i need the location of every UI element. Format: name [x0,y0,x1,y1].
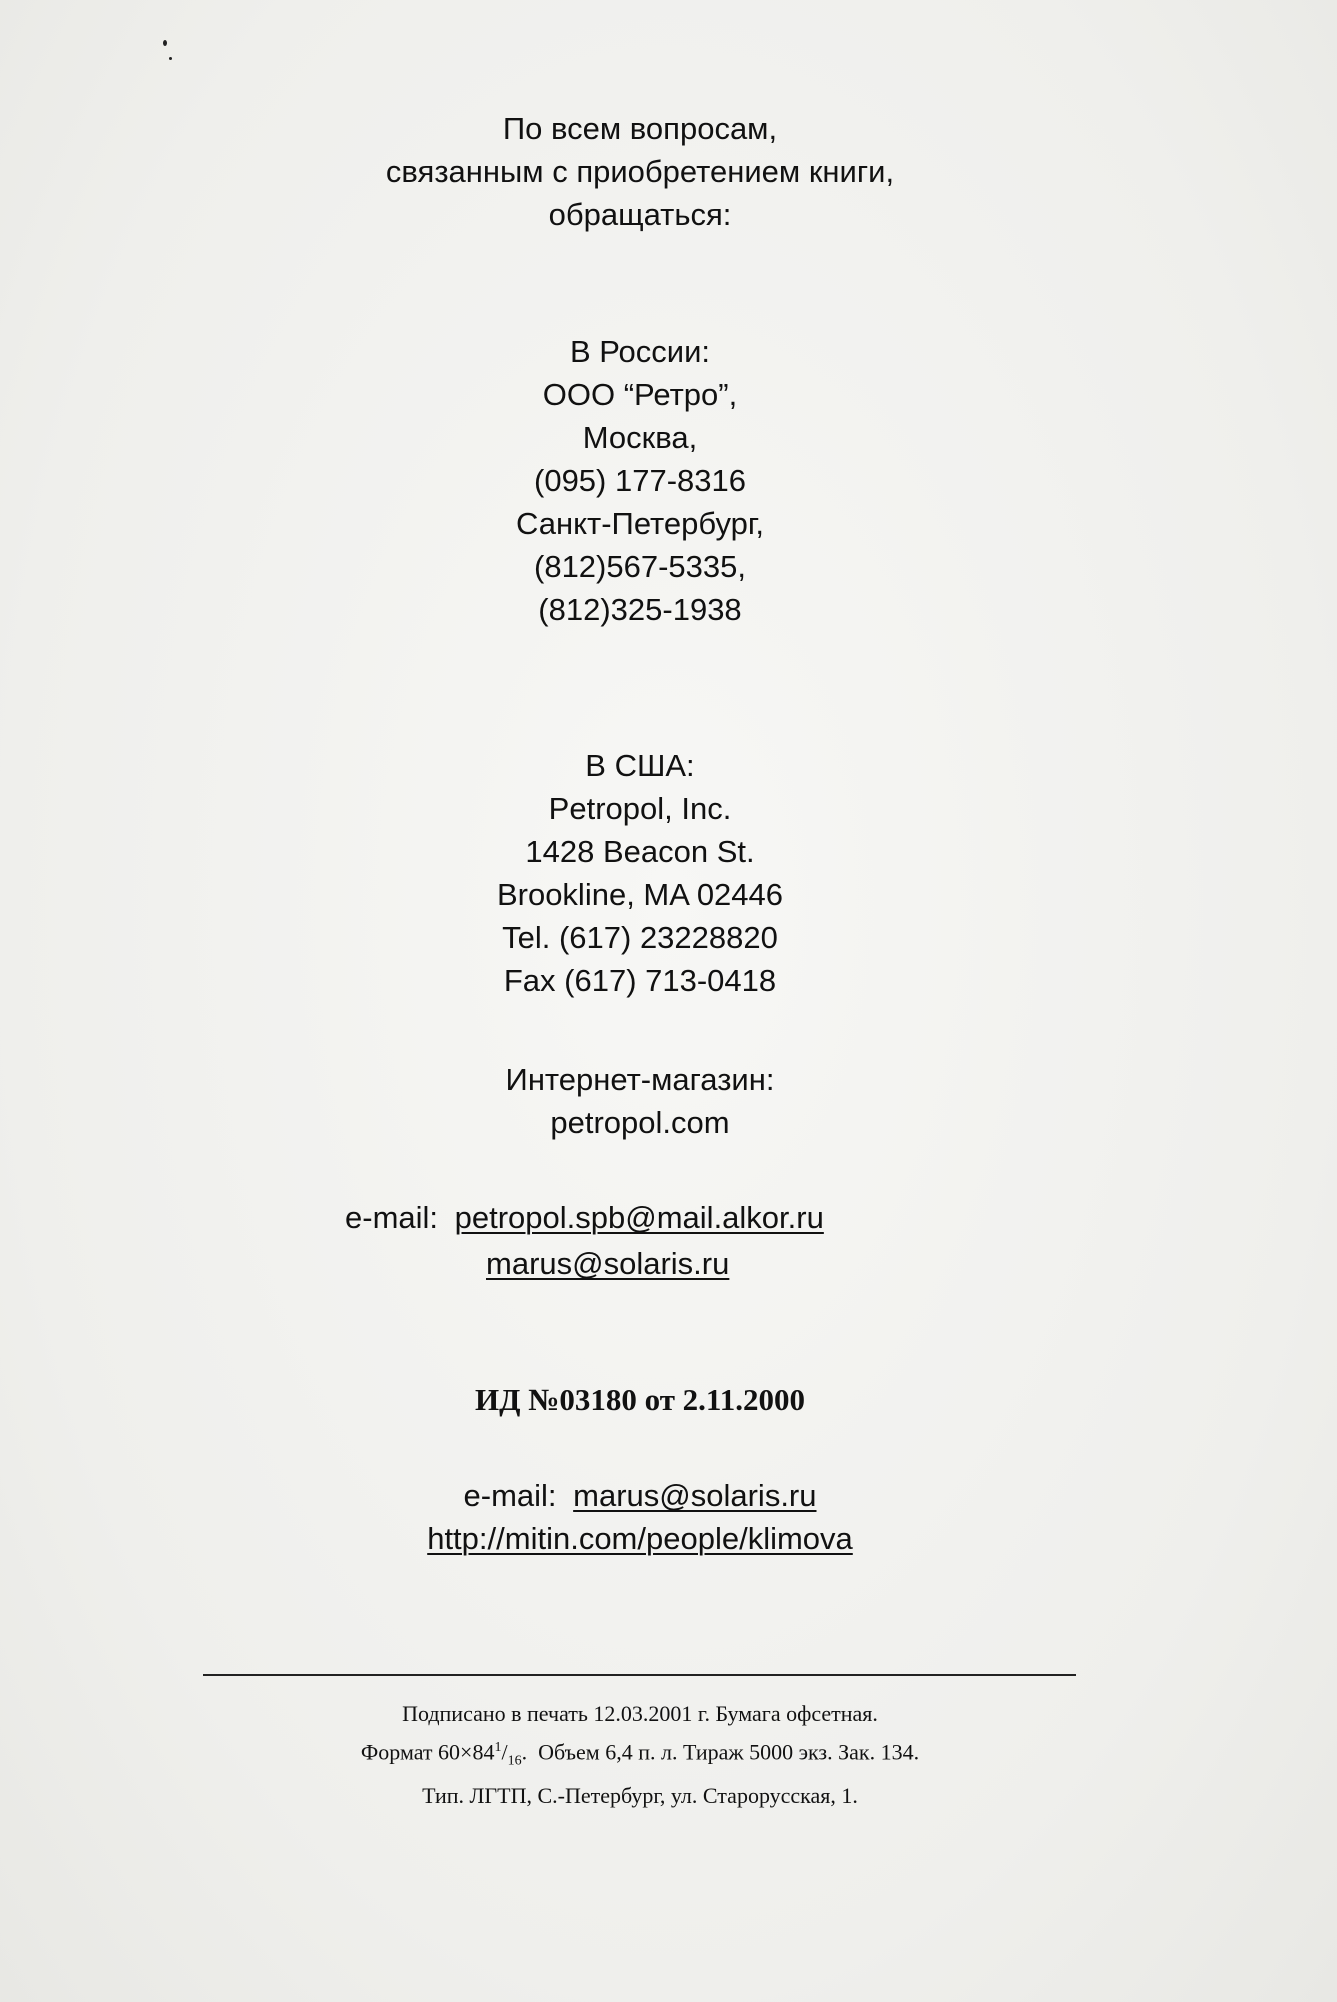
russia-line: (812)567-5335, [534,549,746,584]
divider-rule [203,1674,1076,1676]
format-prefix: Формат 60×84 [360,1739,495,1765]
shop-block [0,1058,1280,1144]
license-line: ИД №03180 от 2.11.2000 [475,1382,805,1417]
russia-block [0,330,1280,631]
email-block-second [486,1242,729,1285]
scan-speck [163,40,167,46]
usa-line: Fax (617) 713-0418 [503,963,777,998]
format-frac-den: 16 [507,1753,522,1769]
email-link-marus[interactable]: marus@solaris.ru [486,1246,730,1281]
email-link-petropol[interactable]: petropol.spb@mail.alkor.ru [454,1200,824,1235]
russia-line: (812)325-1938 [538,592,742,627]
russia-line: Москва, [582,420,698,455]
intro-line: связанным с приобретением книги, [385,154,895,189]
intro-block [0,107,1280,236]
usa-heading: В США: [585,748,695,783]
author-contact [0,1474,1280,1560]
usa-line: Tel. (617) 23228820 [502,920,778,955]
author-url-link[interactable]: http://mitin.com/people/klimova [427,1521,853,1556]
email-block [345,1196,824,1239]
shop-heading: Интернет-магазин: [505,1062,775,1097]
usa-line: 1428 Beacon St. [525,834,755,869]
russia-heading: В России: [569,334,711,369]
format-suffix: . Объем 6,4 п. л. Тираж 5000 экз. Зак. 134. [521,1739,920,1765]
intro-line: По всем вопросам, [502,111,778,146]
colophon-line-2: Формат $60\times 84^1/_{16}$. Объем 6,4 п. л. Тираж 5000 экз. Зак. 134. [360,1739,920,1769]
russia-line: Санкт-Петербург, [516,506,764,541]
scan-speck [169,57,172,60]
author-url-row [0,1517,1280,1560]
colophon [0,1697,1280,1813]
russia-line: (095) 177-8316 [534,463,746,498]
usa-line: Brookline, MA 02446 [496,877,784,912]
author-email-link[interactable]: marus@solaris.ru [573,1478,817,1513]
author-email-label: e-mail: [463,1478,557,1513]
russia-line: ООО “Ретро”, [542,377,738,412]
colophon-line-1: Подписано в печать 12.03.2001 г. Бумага офсетная. [402,1701,878,1726]
shop-url: petropol.com [550,1105,730,1140]
usa-block [0,744,1280,1002]
email-label: e-mail: [345,1200,439,1235]
author-email-row [0,1474,1280,1517]
colophon-line-3: Тип. ЛГТП, С.-Петербург, ул. Старорусская, 1. [422,1782,858,1808]
intro-line: обращаться: [548,197,732,232]
format-frac-num: 1 [494,1740,502,1755]
usa-line: Petropol, Inc. [548,791,732,826]
